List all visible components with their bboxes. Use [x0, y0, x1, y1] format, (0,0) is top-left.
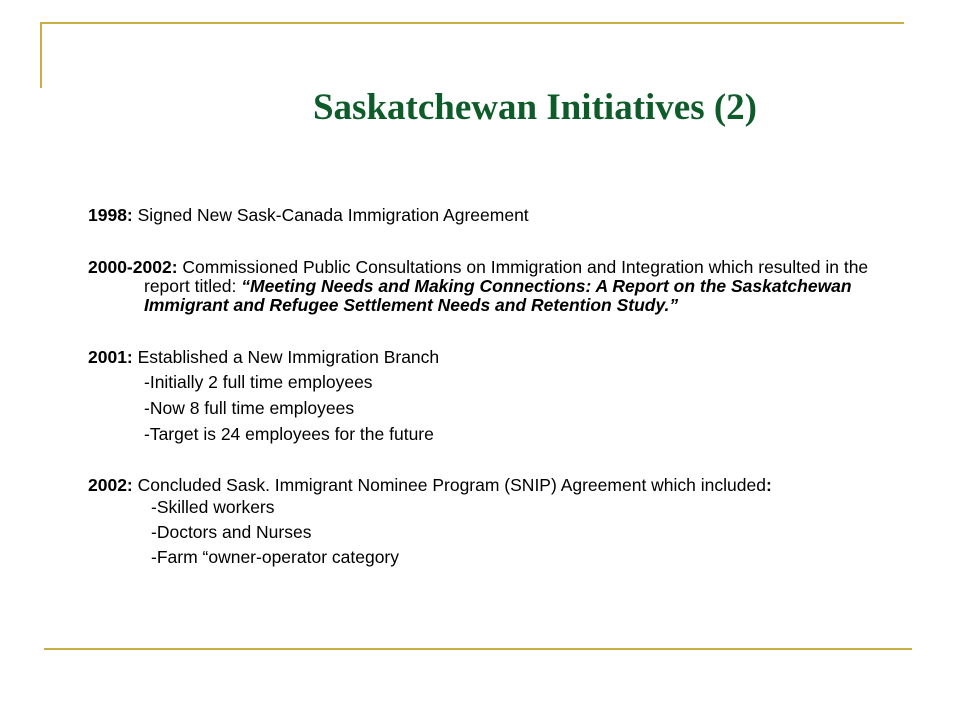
entry-1998: [88, 206, 888, 225]
sub-item: -Now 8 full time employees: [144, 398, 355, 418]
entry-text: Commissioned Public Consultations on Immigration and Integration which resulted in the report titled:: [144, 257, 869, 296]
sub-item: -Doctors and Nurses: [151, 522, 312, 542]
entry-year: 2002:: [88, 475, 133, 495]
entry-year: 1998:: [88, 205, 133, 225]
sub-item: -Target is 24 employees for the future: [144, 424, 434, 444]
entry-text: Established a New Immigration Branch: [132, 347, 440, 367]
slide-body: [88, 206, 888, 570]
sub-item: -Farm “owner-operator category: [151, 547, 399, 567]
slide-title: Saskatchewan Initiatives (2): [312, 87, 758, 128]
entry-year: 2001:: [88, 347, 133, 367]
bottom-border-line: [44, 648, 912, 650]
entry-2000-2002: [88, 258, 888, 315]
left-border-line: [40, 22, 42, 88]
entry-text: Concluded Sask. Immigrant Nominee Program (SNIP) Agreement which included: [132, 475, 766, 495]
entry-2001: [88, 346, 888, 369]
sub-item: -Skilled workers: [151, 497, 275, 517]
sub-item: -Initially 2 full time employees: [144, 372, 373, 392]
entry-text: Signed New Sask-Canada Immigration Agreement: [132, 205, 529, 225]
entry-2002: [88, 476, 888, 495]
report-title: “Meeting Needs and Making Connections: A Report on the Saskatchewan Immigrant and Refugee Settlement Needs and Retention Study.”: [144, 276, 852, 315]
entry-year: 2000-2002:: [88, 257, 178, 277]
top-border-line: [40, 22, 904, 24]
entry-suffix: :: [765, 475, 772, 495]
